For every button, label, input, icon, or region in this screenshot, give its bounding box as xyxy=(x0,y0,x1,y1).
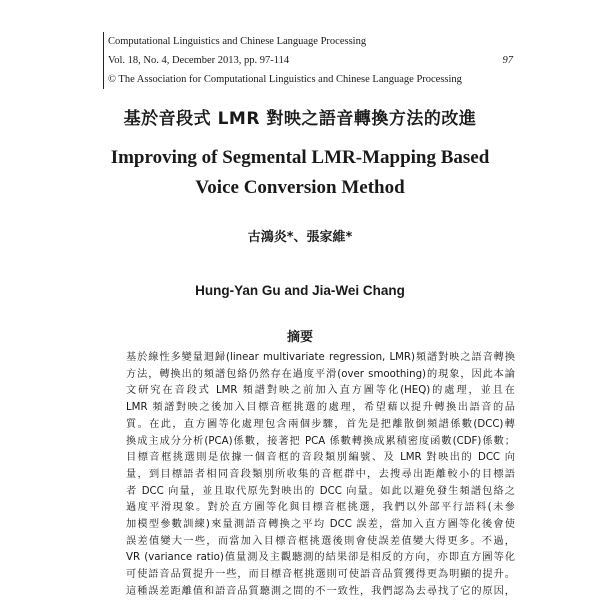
abstract-line: 量，到目標語者相同音段類別所收集的音框群中，去搜尋出距離較小的目標語 xyxy=(126,468,515,480)
copyright-notice: © The Association for Computational Linguistics and Chinese Language Processing xyxy=(108,74,462,85)
title-english-line-2: Voice Conversion Method xyxy=(195,177,405,198)
abstract-line: 加模型參數訓練)來量測語音轉換之平均 DCC 誤差，當加入直方圖等化後會使 xyxy=(126,519,515,531)
abstract-line: 換成主成分分析(PCA)係數，接著把 PCA 係數轉換成累積密度函數(CDF)係數； xyxy=(126,435,515,447)
abstract-line: 基於線性多變量迴歸(linear multivariate regression, LMR)頻譜對映之語音轉換 xyxy=(126,352,515,363)
abstract-line: 方法，轉換出的頻譜包絡仍然存在過度平滑(over smoothing)的現象，因此本論 xyxy=(126,368,515,380)
abstract-line: 可使語音品質提升一些，而目標音框挑選則可使語音品質獲得更為明顯的提升。 xyxy=(126,569,515,581)
abstract-line: 文研究在音段式 LMR 頻譜對映之前加入直方圖等化(HEQ)的處理，並且在 xyxy=(126,385,515,397)
abstract-line: VR (variance ratio)值量測及主觀聽測的結果卻是相反的方向，亦即直方圖等化 xyxy=(126,552,515,564)
abstract-line: 目標音框挑選則是依據一個音框的音段類別編號、及 LMR 對映出的 DCC 向 xyxy=(126,452,515,464)
journal-name: Computational Linguistics and Chinese Language Processing xyxy=(108,36,367,47)
volume-info: Vol. 18, No. 4, December 2013, pp. 97-114 xyxy=(108,55,290,66)
abstract-heading: 摘要 xyxy=(286,330,313,345)
title-english-line-1: Improving of Segmental LMR-Mapping Based xyxy=(110,147,490,168)
abstract-line: 誤差值變大一些，而當加入目標音框挑選後則會使誤差值變大得更多。不過， xyxy=(126,535,515,547)
journal-header xyxy=(103,32,513,89)
page-number: 97 xyxy=(502,55,513,66)
volume-info-row xyxy=(108,51,513,70)
abstract-line: 過度平滑現象。對於直方圖等化與目標音框挑選，我們以外部平行語料(未參 xyxy=(126,502,515,514)
abstract-line: 質。在此，直方圖等化處理包含兩個步驟，首先是把離散倒頻譜係數(DCC)轉 xyxy=(126,418,515,430)
abstract-line: 者 DCC 向量，並且取代原先對映出的 DCC 向量。如此以避免發生頻譜包絡之 xyxy=(126,485,515,497)
abstract-line: LMR 頻譜對映之後加入目標音框挑選的處理，希望藉以提升轉換出語音的品 xyxy=(126,402,515,414)
abstract-body xyxy=(126,350,515,601)
title-chinese: 基於音段式 LMR 對映之語音轉換方法的改進 xyxy=(123,109,477,129)
authors-chinese: 古鴻炎*、張家維* xyxy=(247,230,353,245)
authors-english: Hung-Yan Gu and Jia-Wei Chang xyxy=(195,283,405,298)
abstract-line: 這種誤差距離值和語音品質聽測之間的不一致性，我們認為去尋找了它的原因， xyxy=(126,585,515,597)
